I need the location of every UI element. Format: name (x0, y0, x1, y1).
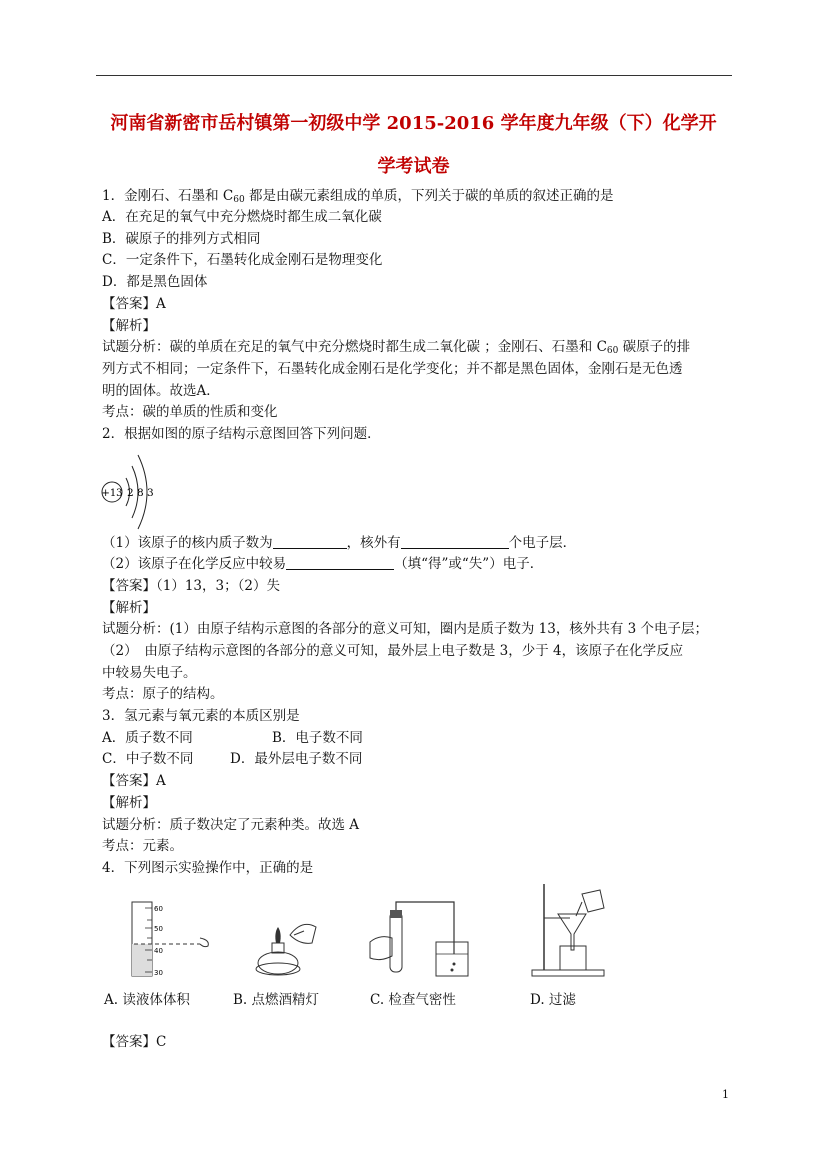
q3-stem: 3．氢元素与氧元素的本质区别是 (102, 708, 300, 724)
q1-point: 考点：碳的单质的性质和变化 (102, 404, 278, 420)
q3-option-b: B．电子数不同 (272, 730, 363, 746)
q1-answer: 【答案】A (102, 296, 166, 312)
q3-point: 考点：元素。 (102, 838, 183, 854)
alcohol-lamp-illustration (250, 905, 325, 980)
q4-stem: 4．下列图示实验操作中，正确的是 (102, 860, 314, 876)
q2-analysis-line-3: 中较易失电子。 (102, 665, 197, 681)
q2-part-1: （1）该原子的核内质子数为 ，核外有 个电子层． (102, 535, 577, 551)
graduated-cylinder-illustration (120, 898, 215, 980)
q4-caption-c: C. 检查气密性 (370, 992, 456, 1008)
hand-icon (370, 937, 392, 960)
q1-option-c: C．一定条件下，石墨转化成金刚石是物理变化 (102, 252, 383, 268)
q4-caption-b: B. 点燃酒精灯 (233, 992, 320, 1008)
page-number: 1 (722, 1088, 729, 1101)
delivery-tube (396, 902, 454, 954)
q3-option-d: D．最外层电子数不同 (230, 751, 363, 767)
second-lamp-tilted (290, 924, 316, 943)
stopper (390, 910, 402, 918)
q2-analysis-label: 【解析】 (102, 600, 156, 616)
tick-label: 40 (154, 947, 163, 955)
header-rule (96, 75, 732, 76)
tick-label: 50 (154, 925, 163, 933)
eye-icon (200, 938, 208, 947)
lamp-base (256, 963, 300, 975)
q3-option-a: A．质子数不同 (102, 730, 193, 746)
blank-shell-count (401, 534, 509, 549)
q2-analysis-line-2: （2） 由原子结构示意图的各部分的意义可知，最外层上电子数是 3，少于 4，该原子在化学反应 (102, 643, 684, 659)
q1-option-d: D．都是黑色固体 (102, 274, 208, 290)
pouring-beaker (582, 890, 604, 912)
q1-analysis-label: 【解析】 (102, 318, 156, 334)
blank-proton-count (273, 534, 347, 549)
nucleus-label: +13 (101, 488, 123, 499)
stand-base (532, 970, 604, 976)
q2-stem: 2．根据如图的原子结构示意图回答下列问题． (102, 426, 381, 442)
funnel (558, 914, 586, 950)
page-title-line-1: 河南省新密市岳村镇第一初级中学 2015-2016 学年度九年级（下）化学开 (110, 113, 717, 134)
flame-icon (275, 927, 280, 943)
q3-answer: 【答案】A (102, 773, 166, 789)
q1-stem: 1．金刚石、石墨和 $C_{60}$ 都是由碳元素组成的单质，下列关于碳的单质的叙述正确的是 (102, 188, 614, 205)
airtightness-check-illustration (368, 898, 478, 980)
q1-option-b: B．碳原子的排列方式相同 (102, 231, 261, 247)
q1-analysis-line-2: 列方式不相同；一定条件下，石墨转化成金刚石是化学变化；并不都是黑色固体，金刚石是无色透 (102, 361, 683, 377)
q2-part-2: （2）该原子在化学反应中较易 （填“得”或“失”）电子． (102, 556, 544, 572)
filtration-illustration (530, 880, 610, 980)
q3-analysis-label: 【解析】 (102, 795, 156, 811)
q2-answer: 【答案】（1）13，3；（2）失 (102, 578, 280, 594)
q4-answer: 【答案】C (102, 1034, 167, 1050)
q2-point: 考点：原子的结构。 (102, 686, 224, 702)
q4-caption-a: A. 读液体体积 (104, 992, 190, 1008)
q3-option-c: C．中子数不同 (102, 751, 194, 767)
q1-analysis-line-3: 明的固体。故选A． (102, 383, 220, 399)
atom-structure-diagram (96, 452, 166, 532)
q4-caption-d: D. 过滤 (530, 992, 576, 1008)
q2-analysis-line-1: 试题分析：(1）由原子结构示意图的各部分的意义可知，圈内是质子数为 13，核外共有 3 个电子层； (102, 621, 708, 637)
q1-option-a: A．在充足的氧气中充分燃烧时都生成二氧化碳 (102, 209, 382, 225)
blank-gain-lose (286, 555, 394, 570)
q3-analysis-line-1: 试题分析：质子数决定了元素种类。故选 A (102, 817, 360, 833)
q1-analysis-line-1: 试题分析：碳的单质在充足的氧气中充分燃烧时都生成二氧化碳 ；金刚石、石墨和 $C_{60}$ 碳原子的排 (102, 339, 691, 356)
page-title-line-2: 学考试卷 (377, 156, 450, 177)
shell-electron-counts: 2 8 3 (127, 487, 154, 499)
tick-label: 30 (154, 969, 163, 977)
tick-label: 60 (154, 905, 163, 913)
